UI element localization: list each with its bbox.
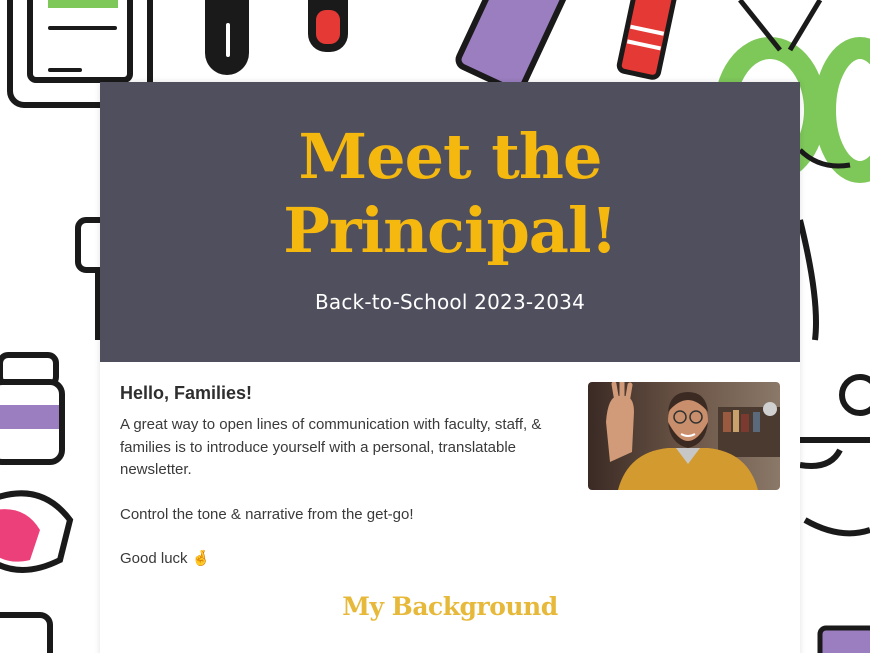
principal-photo bbox=[588, 382, 780, 490]
greeting-heading: Hello, Families! bbox=[120, 383, 253, 403]
title-line-1: Meet the bbox=[298, 120, 602, 193]
hero-banner bbox=[100, 82, 800, 362]
intro-paragraph: A great way to open lines of communication with faculty, staff, & families is to introduce yourself with a personal, translatable newsletter. bbox=[120, 416, 542, 478]
hero-subtitle: Back-to-School 2023-2034 bbox=[314, 290, 585, 314]
newsletter-card bbox=[100, 82, 800, 653]
title-line-2: Principal! bbox=[283, 194, 617, 267]
good-luck-paragraph: Good luck 🤞 bbox=[120, 550, 211, 567]
tone-paragraph: Control the tone & narrative from the get-go! bbox=[120, 505, 414, 523]
principal-waving-icon bbox=[588, 382, 780, 490]
section-title-background: My Background bbox=[342, 592, 558, 621]
intro-section bbox=[100, 362, 800, 621]
page-title bbox=[100, 120, 800, 268]
